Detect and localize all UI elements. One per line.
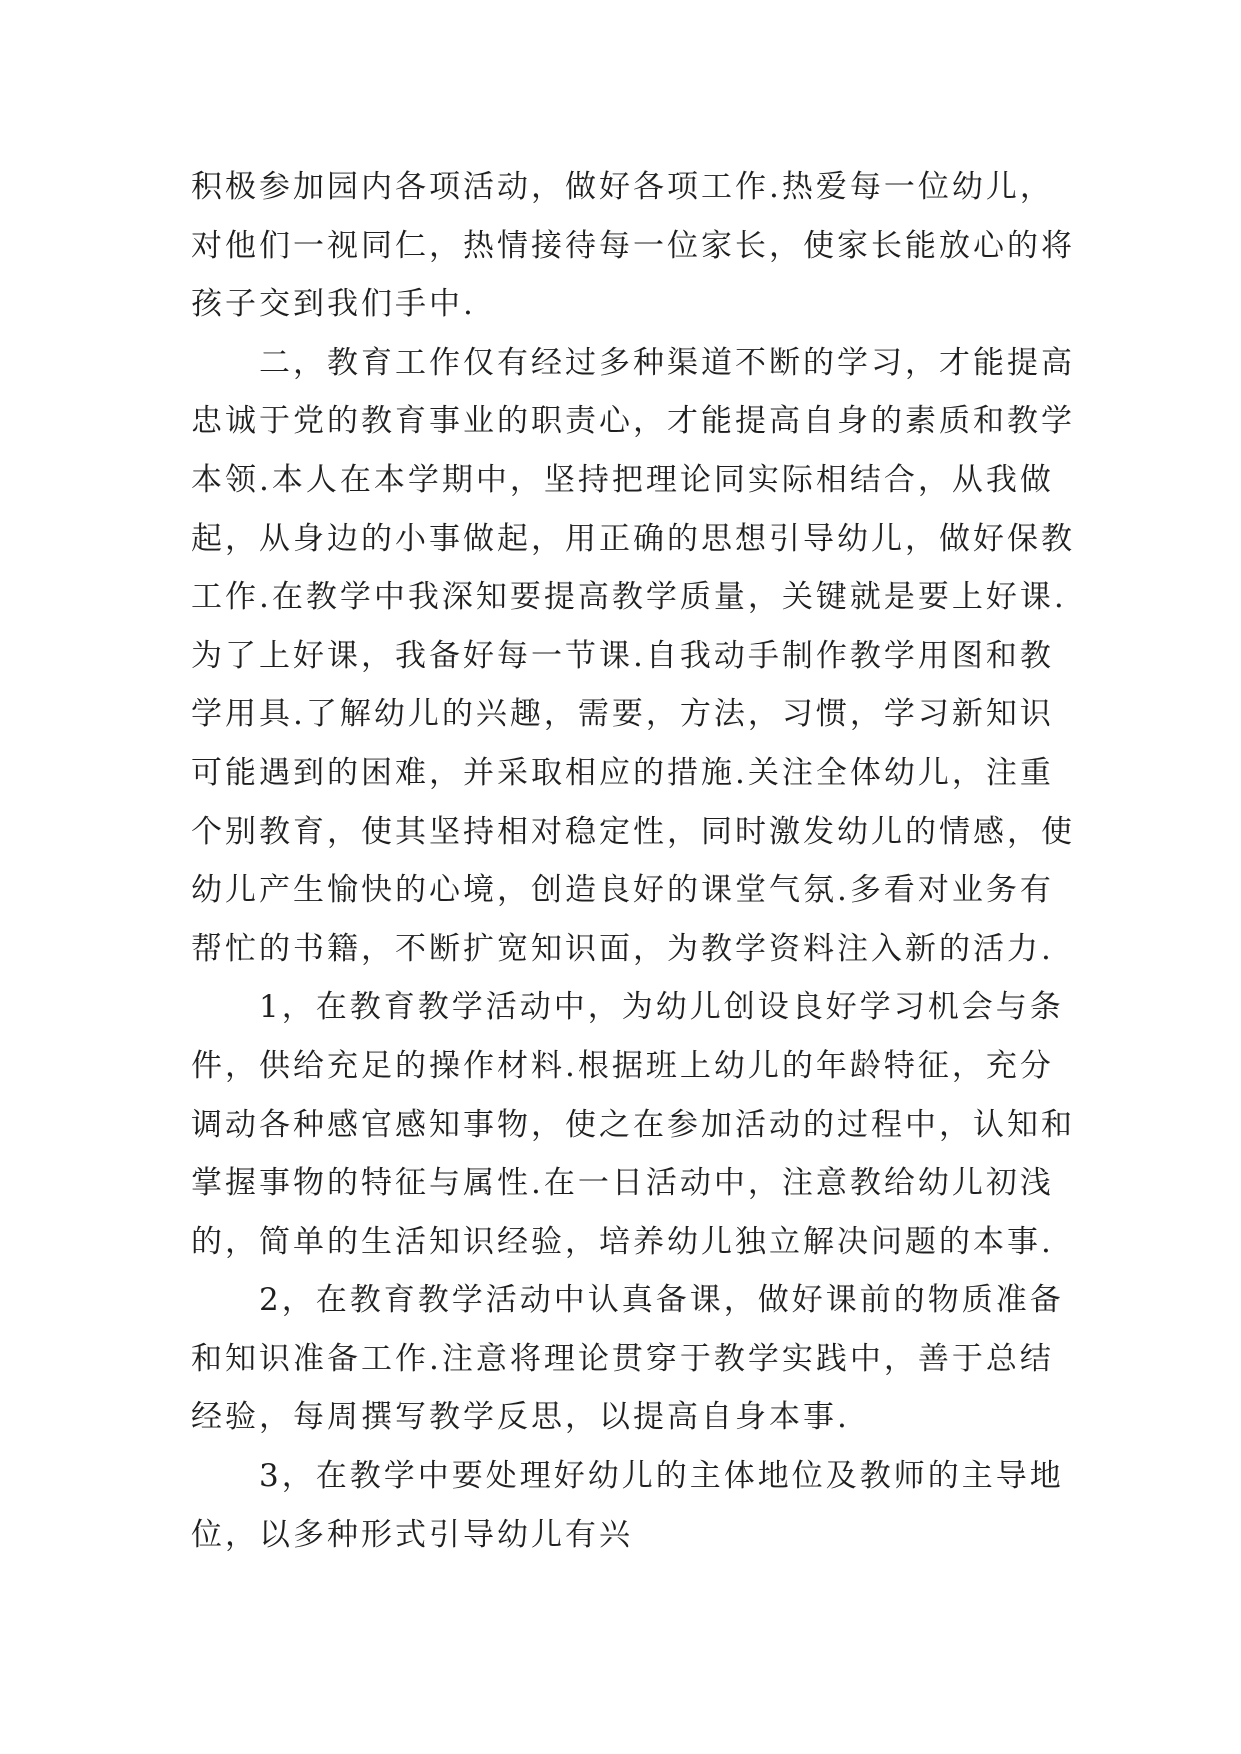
text-line: 对他们一视同仁，热情接待每一位家长，使家长能放心的将: [191, 227, 1075, 264]
text-line: 和知识准备工作.注意将理论贯穿于教学实践中，善于总结: [191, 1340, 1054, 1377]
text-line: 本领.本人在本学期中，坚持把理论同实际相结合，从我做: [191, 461, 1054, 498]
body-text: [191, 158, 1075, 1564]
text-line: 个别教育，使其坚持相对稳定性，同时激发幼儿的情感，使: [191, 813, 1075, 850]
text-line: 帮忙的书籍，不断扩宽知识面，为教学资料注入新的活力.: [191, 930, 1054, 967]
text-line: 经验，每周撰写教学反思，以提高自身本事.: [191, 1399, 850, 1436]
text-line: 的，简单的生活知识经验，培养幼儿独立解决问题的本事.: [191, 1223, 1054, 1260]
text-line: 为了上好课，我备好每一节课.自我动手制作教学用图和教: [191, 637, 1054, 674]
text-line: 二，教育工作仅有经过多种渠道不断的学习，才能提高: [259, 344, 1075, 381]
text-line: 忠诚于党的教育事业的职责心，才能提高自身的素质和教学: [191, 403, 1075, 440]
text-line: 可能遇到的困难，并采取相应的措施.关注全体幼儿，注重: [191, 754, 1054, 791]
text-line: 2，在教育教学活动中认真备课，做好课前的物质准备: [259, 1282, 1064, 1319]
text-line: 3，在教学中要处理好幼儿的主体地位及教师的主导地: [259, 1458, 1064, 1495]
text-line: 掌握事物的特征与属性.在一日活动中，注意教给幼儿初浅: [191, 1165, 1054, 1202]
paragraph-4: [191, 1271, 1064, 1447]
text-line: 1，在教育教学活动中，为幼儿创设良好学习机会与条: [259, 989, 1064, 1026]
text-line: 位，以多种形式引导幼儿有兴: [191, 1516, 633, 1553]
paragraph-5: [191, 1447, 1064, 1564]
text-line: 积极参加园内各项活动，做好各项工作.热爱每一位幼儿，: [191, 169, 1054, 205]
text-line: 起，从身边的小事做起，用正确的思想引导幼儿，做好保教: [191, 520, 1075, 557]
text-line: 幼儿产生愉快的心境，创造良好的课堂气氛.多看对业务有: [191, 872, 1054, 909]
text-line: 调动各种感官感知事物，使之在参加活动的过程中，认知和: [191, 1106, 1075, 1143]
text-line: 件，供给充足的操作材料.根据班上幼儿的年龄特征，充分: [191, 1047, 1054, 1084]
text-line: 孩子交到我们手中.: [191, 286, 476, 323]
text-line: 学用具.了解幼儿的兴趣，需要，方法，习惯，学习新知识: [191, 696, 1054, 733]
paragraph-3: [191, 978, 1075, 1271]
paragraph-2: [191, 334, 1075, 979]
text-line: 工作.在教学中我深知要提高教学质量，关键就是要上好课.: [191, 579, 1067, 616]
paragraph-1: [191, 158, 1075, 334]
